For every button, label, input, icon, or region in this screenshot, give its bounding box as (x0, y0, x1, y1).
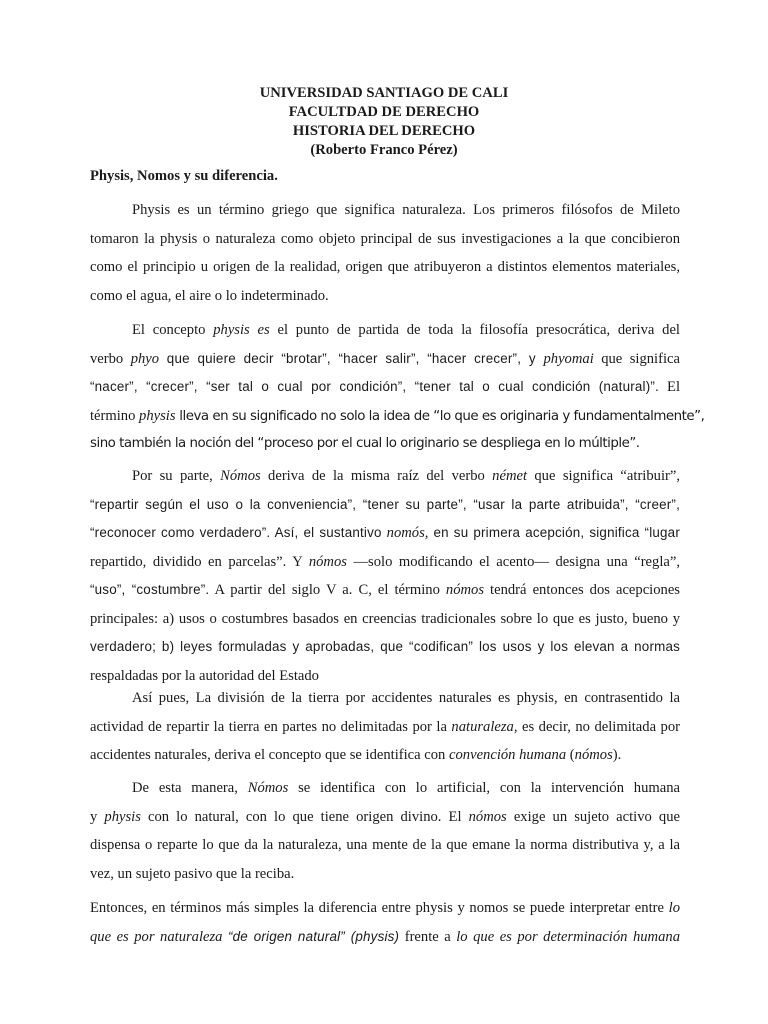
italic-term: physis es (213, 322, 270, 338)
text-run: se identifica con lo artificial, con la intervención humana (288, 780, 680, 796)
paragraph-line (90, 316, 680, 345)
text-run: exige un sujeto activo que (506, 808, 680, 825)
italic-term: phyomai (543, 350, 594, 367)
paragraph-line: sino también la noción del “proceso por el cual lo originario se despliega en lo múltiple”. (90, 436, 640, 451)
text-run: que quiere decir “brotar”, “hacer salir”, “hacer crecer”, y (159, 350, 544, 366)
paragraph-line: tomaron la physis o naturaleza como objeto principal de sus investigaciones a la que concibieron (90, 230, 680, 247)
italic-term: nomós, (386, 525, 429, 541)
text-run: “uso”, “costumbre”. (90, 582, 210, 597)
text-run: Entonces, en términos más simples la diferencia entre physis y nomos se puede interpretar entre (90, 900, 669, 916)
paragraph-5 (90, 774, 680, 888)
italic-term: physis (139, 407, 176, 424)
paragraph-line: verdadero; b) leyes formuladas y aprobadas, que “codifican” los usos y los elevan a normas (90, 639, 680, 654)
italic-term: phyo (130, 350, 160, 367)
text-run: término (90, 407, 140, 424)
paragraph-2 (90, 316, 705, 459)
paragraph-line (90, 741, 680, 770)
italic-term: német (492, 468, 528, 484)
text-run: A partir del siglo V a. C, el término (209, 582, 446, 598)
paragraph-line (90, 462, 680, 491)
text-run: Por su parte, (132, 468, 221, 484)
text-run: verbo (90, 350, 131, 367)
paragraph-3 (90, 462, 680, 690)
paragraph-4 (90, 684, 680, 770)
course-name: HISTORIA DEL DERECHO (292, 123, 476, 139)
text-run: accidentes naturales, deriva el concepto que se identifica con (90, 747, 450, 763)
paragraph-line (90, 576, 680, 605)
text-run: El concepto (132, 322, 214, 338)
text-run: tendrá entonces dos acepciones (484, 582, 680, 598)
faculty-name: FACULTDAD DE DERECHO (288, 104, 480, 120)
paragraph-line: respaldadas por la autoridad del Estado (90, 667, 319, 684)
text-run: repartido, dividido en parcelas”. Y (90, 553, 309, 570)
paragraph-line: Physis es un término griego que significa naturaleza. Los primeros filósofos de Mileto (132, 202, 680, 218)
text-run: “reconocer como verdadero”. Así, el sustantivo (90, 525, 387, 540)
italic-term: Nómos (220, 468, 261, 484)
text-run: el punto de partida de toda la filosofía presocrática, deriva del (269, 322, 680, 338)
text-run: lleva en su significado no solo la idea de “lo que es originaria y fundamentalmente”, (175, 408, 705, 424)
text-run: ( (566, 747, 575, 763)
text-run: deriva de la misma raíz del verbo (260, 468, 493, 484)
paragraph-line (90, 774, 680, 803)
italic-term: “de origen natural” (physis) (227, 928, 400, 944)
paragraph-line (90, 373, 680, 402)
italic-term: physis (104, 808, 141, 825)
paragraph-line (90, 713, 680, 742)
italic-term: Nómos (247, 780, 289, 796)
text-run: y (90, 808, 105, 825)
text-run: con lo natural, con lo que tiene origen divino. El (140, 808, 469, 825)
italic-term: nómos (308, 553, 347, 570)
text-run: actividad de repartir la tierra en partes no delimitadas por la (90, 718, 452, 735)
document-header (0, 84, 768, 160)
text-run: “nacer”, “crecer”, “ser tal o cual por condición”, “tener tal o cual condición (natural)”. (90, 379, 659, 394)
text-run: frente a (399, 928, 457, 945)
text-run: De esta manera, (132, 780, 248, 796)
italic-term: naturaleza, (451, 718, 518, 735)
paragraph-line: como el agua, el aire o lo indeterminado. (90, 287, 329, 304)
italic-term: lo (668, 900, 680, 916)
section-title: Physis, Nomos y su diferencia. (90, 168, 278, 184)
italic-term: nómos (574, 747, 613, 763)
italic-term: nómos (445, 582, 485, 598)
university-name: UNIVERSIDAD SANTIAGO DE CALI (259, 85, 509, 101)
paragraph-line (90, 803, 680, 832)
paragraph-6 (90, 894, 680, 951)
text-run: —solo modificando el acento— designa una “regla”, (346, 553, 680, 570)
paragraph-line (90, 894, 680, 923)
text-run: en su primera acepción, significa “lugar (428, 525, 680, 540)
paragraph-line: principales: a) usos o costumbres basados en creencias tradicionales sobre lo que es justo, bueno y (90, 610, 680, 627)
text-run: que significa (593, 350, 680, 367)
author-name: (Roberto Franco Pérez) (310, 142, 458, 158)
paragraph-line: como el principio u origen de la realidad, origen que atribuyeron a distintos elementos materiales, (90, 259, 680, 275)
text-run: El (658, 379, 680, 395)
paragraph-line (90, 345, 680, 374)
paragraph-line (90, 923, 680, 952)
paragraph-line (90, 548, 680, 577)
text-run: es decir, no delimitada por (517, 718, 680, 735)
paragraph-line: dispensa o reparte lo que da la naturaleza, una mente de la que emane la norma distributiva y, a la (90, 837, 680, 853)
paragraph-line: “repartir según el uso o la conveniencia”, “tener su parte”, “usar la parte atribuida”, “creer”, (90, 496, 680, 512)
italic-term: convención humana (449, 747, 567, 763)
italic-term: nómos (468, 808, 507, 825)
text-run: que significa “atribuir”, (527, 468, 680, 484)
italic-term: que es por naturaleza (90, 928, 228, 945)
paragraph-line (90, 519, 680, 548)
paragraph-line: Así pues, La división de la tierra por accidentes naturales es physis, en contrasentido la (132, 690, 680, 706)
text-run: ). (612, 747, 622, 763)
italic-term: lo que es por determinación humana (456, 928, 680, 945)
paragraph-line: vez, un sujeto pasivo que la reciba. (90, 865, 295, 882)
paragraph-1 (90, 196, 680, 310)
paragraph-line (90, 402, 705, 431)
